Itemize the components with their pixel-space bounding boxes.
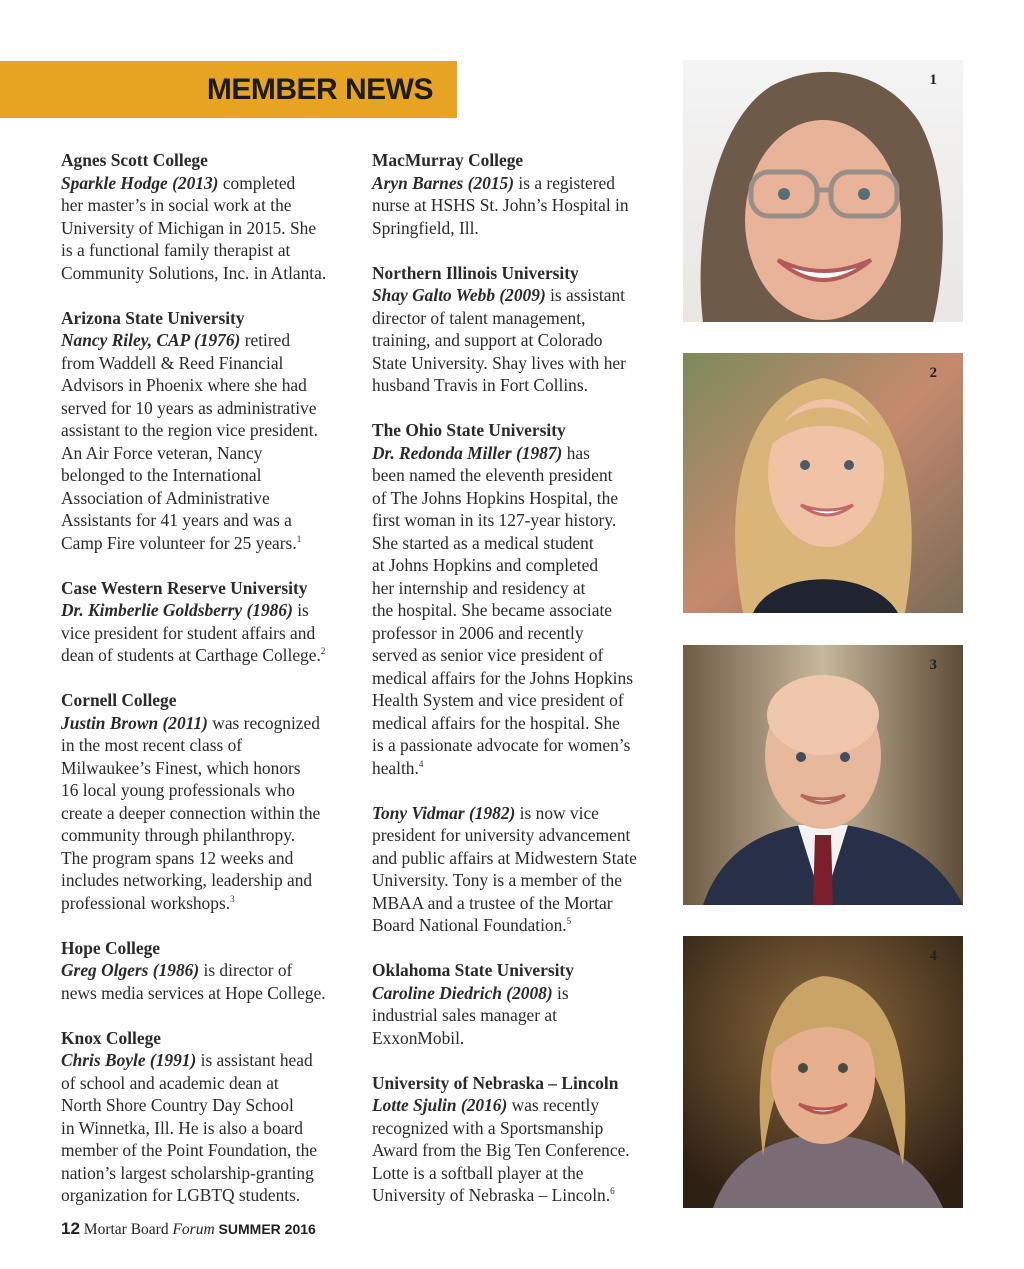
entry-text: is now vice: [515, 802, 599, 823]
college-name: The Ohio State University: [372, 420, 566, 440]
entry-line: [61, 622, 351, 645]
entry-line: [372, 599, 662, 622]
publication-name: Mortar Board: [83, 1221, 169, 1238]
member-name: Greg Olgers (1986): [61, 960, 200, 980]
entry-line: [372, 892, 662, 915]
entry-text: Springfield, Ill.: [372, 217, 479, 238]
entry-text: Community Solutions, Inc. in Atlanta.: [61, 262, 327, 283]
entry-text: is director of: [199, 960, 293, 980]
college-name: Northern Illinois University: [372, 262, 579, 283]
entry-line: [372, 1184, 662, 1207]
news-entry: [372, 262, 662, 397]
entry-text: of The Johns Hopkins Hospital, the: [372, 487, 619, 508]
entry-line: [61, 1117, 351, 1140]
entry-line: [372, 307, 662, 330]
photo-reference: 2: [320, 646, 326, 656]
entry-text: the hospital. She became associate: [372, 600, 613, 620]
entry-line: [61, 757, 351, 780]
entry-line: [61, 419, 351, 442]
college-name: Agnes Scott College: [61, 150, 208, 170]
photo-number: 1: [929, 72, 937, 88]
entry-line: [61, 172, 351, 195]
entry-line: [61, 802, 351, 825]
news-entry: [61, 937, 351, 1005]
entry-line: [61, 779, 351, 802]
news-entry: [372, 1072, 662, 1207]
entry-line: [372, 667, 662, 690]
entry-text: belonged to the International: [61, 465, 262, 485]
entry-line: [61, 892, 351, 915]
entry-line: [372, 194, 662, 217]
entry-line: [372, 622, 662, 645]
entry-line: [61, 217, 351, 240]
entry-line: [372, 1139, 662, 1162]
entry-text: first woman in its 127-year history.: [372, 510, 617, 530]
entry-text: training, and support at Colorado: [372, 330, 603, 350]
college-name: MacMurray College: [372, 150, 524, 170]
entry-text: been named the eleventh president: [372, 465, 613, 485]
entry-text: is a functional family therapist at: [61, 240, 291, 260]
college-name: Oklahoma State University: [372, 960, 574, 980]
entry-line: [61, 239, 351, 262]
entry-line: [61, 644, 351, 667]
member-name: Sparkle Hodge (2013): [61, 172, 219, 193]
news-entry: [61, 689, 351, 914]
entry-line: [372, 577, 662, 600]
entry-line: [61, 1162, 351, 1185]
entry-line: [372, 1027, 662, 1050]
entry-line: [61, 262, 351, 285]
entry-text: Milwaukee’s Finest, which honors: [61, 757, 301, 778]
entry-line: [61, 1049, 351, 1072]
entry-line: [61, 869, 351, 892]
entry-line: [61, 487, 351, 510]
news-entry: [372, 959, 662, 1049]
entry-line: [61, 374, 351, 397]
entry-text: ExxonMobil.: [372, 1027, 465, 1048]
entry-text: from Waddell & Reed Financial: [61, 352, 284, 373]
photo-number: 2: [929, 365, 937, 381]
entry-line: [372, 914, 662, 937]
entry-line: [372, 869, 662, 892]
entry-line: [372, 734, 662, 757]
entry-line: [61, 532, 351, 555]
entry-text: at Johns Hopkins and completed: [372, 555, 599, 575]
entry-text: Lotte is a softball player at the: [372, 1162, 584, 1183]
entry-line: [372, 217, 662, 240]
entry-line: [372, 824, 662, 847]
news-entry: [372, 802, 662, 937]
member-name: Lotte Sjulin (2016): [372, 1095, 508, 1115]
entry-text: She started as a medical student: [372, 532, 594, 553]
member-name: Caroline Diedrich (2008): [372, 982, 553, 1003]
photo-1: [683, 60, 963, 322]
member-name: Aryn Barnes (2015): [372, 172, 515, 193]
member-name: Nancy Riley, CAP (1976): [61, 330, 241, 350]
member-name: Shay Galto Webb (2009): [372, 285, 546, 305]
entry-line: [372, 1117, 662, 1140]
entry-line: [372, 1004, 662, 1027]
entry-line: [61, 509, 351, 532]
entry-text: served as senior vice president of: [372, 645, 604, 665]
news-entry: [372, 419, 662, 779]
entry-line: [372, 352, 662, 375]
entry-text: North Shore Country Day School: [61, 1095, 294, 1115]
page-number: 12: [61, 1219, 80, 1238]
entry-text: industrial sales manager at: [372, 1005, 557, 1025]
news-entry: [61, 577, 351, 667]
entry-line: [61, 1184, 351, 1207]
entry-line: [372, 532, 662, 555]
entry-text: has: [562, 442, 590, 463]
entry-text: completed: [218, 172, 296, 193]
entry-line: [372, 847, 662, 870]
member-name: Justin Brown (2011): [61, 712, 208, 733]
entry-text: recognized with a Sportsmanship: [372, 1117, 604, 1138]
entry-line: [372, 487, 662, 510]
entry-text: and public affairs at Midwestern State: [372, 847, 637, 868]
portrait-woman-blonde-icon: [683, 353, 963, 613]
entry-line: [61, 734, 351, 757]
entry-text: of school and academic dean at: [61, 1072, 279, 1093]
entry-line: [372, 464, 662, 487]
entry-text: is: [552, 982, 569, 1003]
entry-line: [372, 172, 662, 195]
portrait-woman-curly-hair-glasses-icon: [683, 60, 963, 322]
entry-line: [372, 374, 662, 397]
portrait-man-suit-icon: [683, 645, 963, 905]
news-entry: [372, 149, 662, 239]
entry-text: University. Tony is a member of the: [372, 870, 622, 890]
entry-text: professor in 2006 and recently: [372, 622, 584, 643]
member-name: Tony Vidmar (1982): [372, 802, 516, 823]
entry-text: was recognized: [207, 712, 320, 733]
entry-text: is assistant head: [196, 1050, 313, 1070]
entry-line: [61, 194, 351, 217]
photo-reference: 5: [566, 916, 572, 926]
college-name: Knox College: [61, 1027, 161, 1048]
entry-line: [61, 599, 351, 622]
entry-line: [61, 847, 351, 870]
header-bar: [0, 61, 457, 118]
entry-text: her master’s in social work at the: [61, 195, 292, 215]
entry-text: Advisors in Phoenix where she had: [61, 375, 307, 395]
entry-line: [61, 329, 351, 352]
entry-line: [372, 554, 662, 577]
entry-text: in Winnetka, Ill. He is also a board: [61, 1117, 303, 1138]
entry-line: [61, 464, 351, 487]
photo-number: 4: [929, 948, 937, 964]
entry-line: [372, 509, 662, 532]
left-column: [61, 149, 351, 1229]
news-entry: [61, 149, 351, 284]
entry-text: served for 10 years as administrative: [61, 397, 317, 418]
entry-text: is: [292, 600, 309, 620]
college-name: Cornell College: [61, 690, 177, 710]
entry-text: nurse at HSHS St. John’s Hospital in: [372, 195, 629, 215]
entry-text: University of Nebraska – Lincoln.: [372, 1185, 611, 1205]
entry-text: husband Travis in Fort Collins.: [372, 375, 588, 395]
entry-text: retired: [240, 330, 291, 350]
entry-text: Health System and vice president of: [372, 690, 624, 710]
photo-4: [683, 936, 963, 1208]
page-title: MEMBER NEWS: [206, 73, 433, 106]
entry-line: [372, 1094, 662, 1117]
entry-line: [372, 982, 662, 1005]
entry-line: [61, 712, 351, 735]
news-entry: [61, 307, 351, 555]
issue-season: SUMMER 2016: [218, 1221, 316, 1237]
entry-text: news media services at Hope College.: [61, 982, 326, 1003]
entry-text: member of the Point Foundation, the: [61, 1140, 317, 1160]
entry-line: [61, 1139, 351, 1162]
entry-text: medical affairs for the hospital. She: [372, 712, 620, 733]
photo-reference: 3: [230, 893, 235, 904]
entry-line: [61, 1072, 351, 1095]
page-footer: [61, 1219, 316, 1239]
entry-text: includes networking, leadership and: [61, 870, 313, 890]
entry-text: professional workshops.: [61, 892, 231, 913]
entry-line: [372, 284, 662, 307]
entry-text: assistant to the region vice president.: [61, 420, 318, 440]
entry-text: medical affairs for the Johns Hopkins: [372, 667, 633, 688]
right-column: [372, 149, 662, 1229]
entry-text: dean of students at Carthage College.: [61, 645, 321, 665]
entry-text: organization for LGBTQ students.: [61, 1185, 301, 1205]
entry-line: [372, 1162, 662, 1185]
entry-line: [372, 329, 662, 352]
entry-text: 16 local young professionals who: [61, 780, 295, 800]
entry-text: The program spans 12 weeks and: [61, 847, 294, 868]
entry-line: [372, 644, 662, 667]
entry-text: vice president for student affairs and: [61, 622, 316, 643]
photo-number: 3: [929, 657, 937, 673]
college-name: Hope College: [61, 937, 161, 958]
entry-text: Camp Fire volunteer for 25 years.: [61, 532, 297, 553]
photo-reference: 1: [296, 533, 302, 544]
entry-text: her internship and residency at: [372, 577, 586, 598]
entry-line: [61, 959, 351, 982]
entry-line: [61, 824, 351, 847]
entry-text: An Air Force veteran, Nancy: [61, 442, 263, 463]
entry-line: [61, 442, 351, 465]
entry-text: is a passionate advocate for women’s: [372, 735, 631, 755]
news-entry: [61, 1027, 351, 1207]
entry-text: was recently: [507, 1095, 600, 1115]
member-name: Chris Boyle (1991): [61, 1050, 197, 1070]
college-name: Arizona State University: [61, 307, 245, 328]
entry-text: MBAA and a trustee of the Mortar: [372, 892, 613, 913]
college-name: University of Nebraska – Lincoln: [372, 1072, 619, 1093]
entry-line: [372, 689, 662, 712]
entry-line: [61, 397, 351, 420]
entry-line: [61, 352, 351, 375]
photo-reference: 6: [610, 1186, 615, 1196]
entry-line: [61, 1094, 351, 1117]
entry-text: State University. Shay lives with her: [372, 352, 626, 373]
entry-text: in the most recent class of: [61, 735, 243, 755]
entry-text: nation’s largest scholarship-granting: [61, 1162, 314, 1183]
entry-text: Board National Foundation.: [372, 915, 567, 935]
member-name: Dr. Kimberlie Goldsberry (1986): [61, 600, 293, 620]
entry-text: Assistants for 41 years and was a: [61, 510, 292, 530]
photo-reference: 4: [418, 758, 424, 769]
entry-text: community through philanthropy.: [61, 825, 296, 845]
photo-2: [683, 353, 963, 613]
portrait-woman-blonde-ponytail-icon: [683, 936, 963, 1208]
entry-text: president for university advancement: [372, 825, 631, 845]
entry-text: University of Michigan in 2015. She: [61, 217, 317, 238]
entry-line: [372, 442, 662, 465]
entry-text: Association of Administrative: [61, 487, 270, 508]
entry-text: is a registered: [514, 172, 615, 193]
college-name: Case Western Reserve University: [61, 577, 308, 598]
entry-line: [372, 757, 662, 780]
entry-line: [372, 802, 662, 825]
entry-text: health.: [372, 757, 419, 778]
entry-text: create a deeper connection within the: [61, 802, 321, 823]
entry-line: [61, 982, 351, 1005]
publication-forum: Forum: [172, 1221, 215, 1238]
entry-text: director of talent management,: [372, 307, 586, 328]
member-name: Dr. Redonda Miller (1987): [372, 442, 563, 463]
entry-line: [372, 712, 662, 735]
photo-3: [683, 645, 963, 905]
entry-text: is assistant: [545, 285, 625, 305]
entry-text: Award from the Big Ten Conference.: [372, 1140, 630, 1160]
